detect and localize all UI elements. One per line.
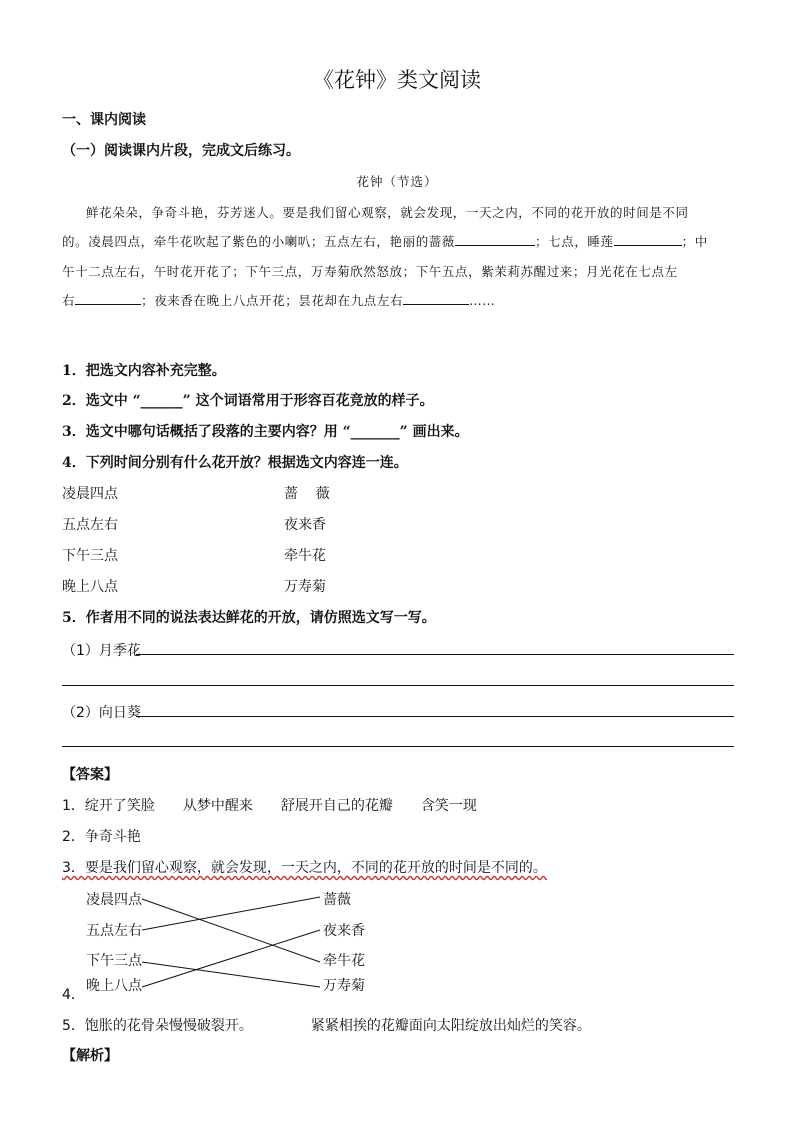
- match-time: 下午三点: [62, 548, 118, 564]
- answer-3-text: 3．要是我们留心观察，就会发现，一天之内，不同的花开放的时间是不同的。: [62, 860, 547, 876]
- question-text: 2．选文中 “: [62, 393, 141, 409]
- answer-flower: 蔷薇: [323, 892, 351, 908]
- answer-5-part: 紧紧相挨的花瓣面向太阳绽放出灿烂的笑容。: [310, 1018, 591, 1034]
- match-flower: 牵牛花: [284, 548, 326, 564]
- passage-title: 花钟（节选）: [356, 174, 438, 189]
- analysis-heading: 【解析】: [62, 1048, 118, 1064]
- answer-flower: 牵牛花: [323, 953, 365, 969]
- match-flower: 万寿菊: [284, 579, 326, 595]
- question-text: 3．选文中哪句话概括了段落的主要内容？用 “: [62, 424, 351, 440]
- answer-heading: 【答案】: [62, 767, 118, 783]
- answer-flower: 万寿菊: [323, 978, 365, 994]
- answer-time: 五点左右: [86, 923, 142, 939]
- answer-4-number: 4．: [62, 987, 85, 1003]
- answer-prompt-2: （2）向日葵: [62, 705, 141, 721]
- match-time: 五点左右: [62, 517, 118, 533]
- passage-text: 的。凌晨四点，牵牛花吹起了紫色的小喇叭；五点左右，艳丽的蔷薇: [62, 234, 456, 249]
- passage-text: ；中: [681, 234, 708, 249]
- match-line: [142, 962, 320, 987]
- answer-5: [62, 1015, 591, 1035]
- match-line: [142, 899, 320, 962]
- answer-item: 舒展开自己的花瓣: [280, 798, 393, 814]
- answer-time: 凌晨四点: [86, 892, 142, 908]
- page-title: 《花钟》类文阅读: [313, 68, 481, 92]
- passage-line-1: 鲜花朵朵，争奇斗艳，芬芳迷人。要是我们留心观察，就会发现，一天之内，不同的花开放的时间是不同: [86, 205, 689, 220]
- question-text: ” 这个词语常用于形容百花竞放的样子。: [182, 393, 434, 409]
- answer-item: 含笑一现: [420, 798, 477, 814]
- question-mark: _______: [350, 424, 400, 440]
- question-blank: ______: [140, 393, 183, 409]
- subsection-heading: （一）阅读课内片段，完成文后练习。: [62, 143, 300, 159]
- passage-text: ；夜来香在晚上八点开花；昙花却在九点左右: [141, 293, 404, 308]
- match-line: [142, 930, 320, 987]
- passage-text: ；七点，睡莲: [535, 234, 614, 249]
- passage-text: 右: [62, 293, 76, 308]
- question-text: ” 画出来。: [399, 424, 469, 440]
- answer-5-part: 5．饱胀的花骨朵慢慢破裂开。: [62, 1018, 253, 1034]
- question-4: 4．下列时间分别有什么花开放？根据选文内容连一连。: [62, 455, 408, 471]
- match-flower: 蔷 薇: [284, 486, 330, 502]
- answer-number: 1．: [62, 798, 85, 814]
- section-heading: 一、课内阅读: [62, 112, 146, 128]
- answer-prompt-1: （1）月季花: [62, 643, 141, 659]
- match-line: [142, 897, 320, 930]
- match-time: 凌晨四点: [62, 486, 118, 502]
- answer-item: 绽开了笑脸: [84, 798, 155, 814]
- question-1: 1．把选文内容补充完整。: [62, 363, 226, 379]
- question-5: 5．作者用不同的说法表达鲜花的开放，请仿照选文写一写。: [62, 610, 436, 626]
- answer-item: 从梦中醒来: [182, 798, 253, 814]
- passage-line-3: 午十二点左右，午时花开花了；下午三点，万寿菊欣然怒放；下午五点，紫茉莉苏醒过来；月光花在七点左: [62, 264, 678, 279]
- answer-flower: 夜来香: [323, 923, 365, 939]
- answer-2: 2．争奇斗艳: [62, 829, 141, 845]
- match-time: 晚上八点: [62, 579, 118, 595]
- passage-text: ……: [469, 293, 496, 308]
- match-flower: 夜来香: [284, 517, 326, 533]
- answer-time: 下午三点: [86, 953, 142, 969]
- answer-time: 晚上八点: [86, 978, 142, 994]
